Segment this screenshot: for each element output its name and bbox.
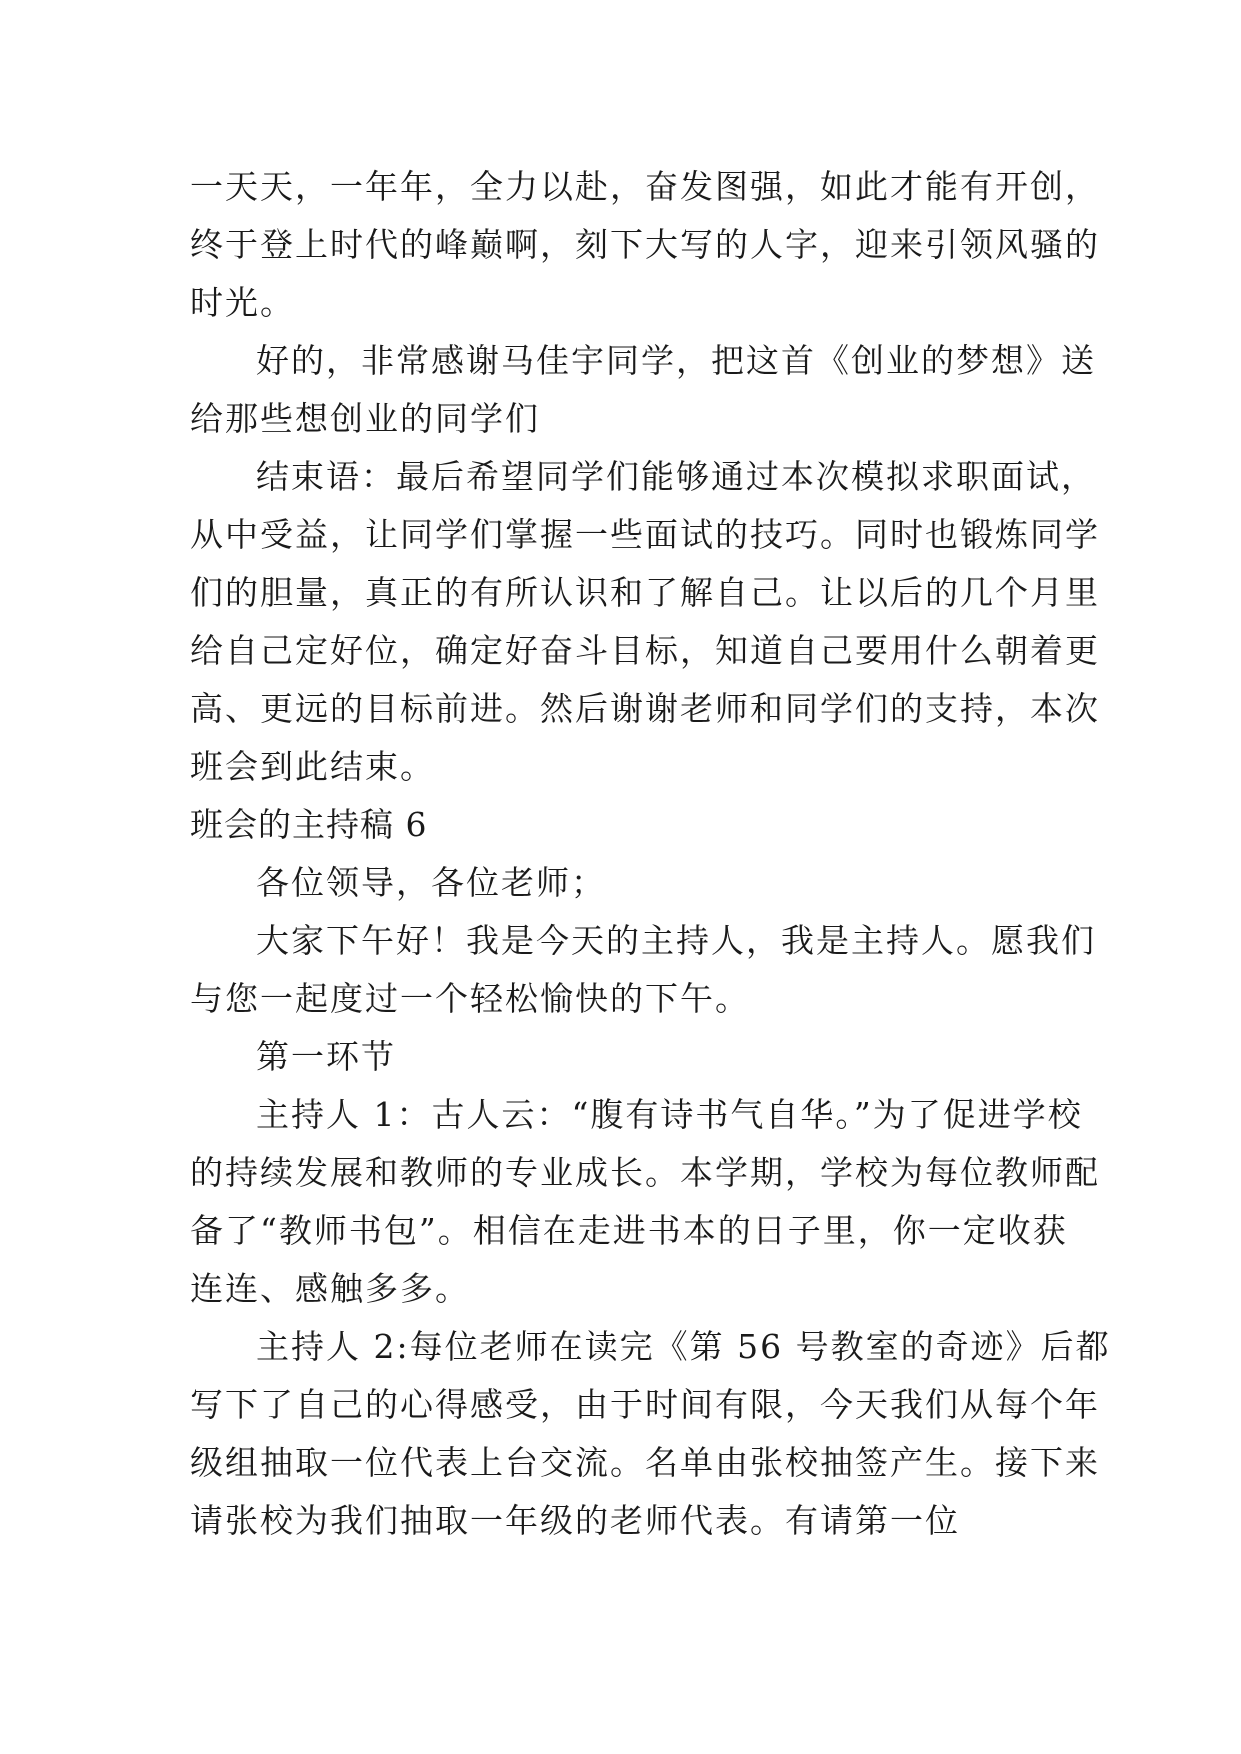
text-line: 班会到此结束。 — [190, 747, 435, 786]
text-line: 与您一起度过一个轻松愉快的下午。 — [190, 979, 750, 1018]
text-line: 给那些想创业的同学们 — [190, 399, 540, 438]
text-line: 级组抽取一位代表上台交流。名单由张校抽签产生。接下来 — [190, 1443, 1100, 1482]
text-line: 一天天，一年年，全力以赴，奋发图强，如此才能有开创， — [190, 167, 1100, 206]
paragraph-start-line: 结束语：最后希望同学们能够通过本次模拟求职面试， — [256, 457, 1096, 496]
section-heading: 班会的主持稿 6 — [190, 805, 428, 844]
text-line: 请张校为我们抽取一年级的老师代表。有请第一位 — [190, 1501, 960, 1540]
text-line: 连连、感触多多。 — [190, 1269, 470, 1308]
text-line: 终于登上时代的峰巅啊，刻下大写的人字，迎来引领风骚的 — [190, 225, 1100, 264]
paragraph-start-line: 好的，非常感谢马佳宇同学，把这首《创业的梦想》送 — [256, 341, 1096, 380]
paragraph-start-line: 主持人 2:每位老师在读完《第 56 号教室的奇迹》后都 — [256, 1327, 1111, 1366]
text-line: 写下了自己的心得感受，由于时间有限，今天我们从每个年 — [190, 1385, 1100, 1424]
text-line: 时光。 — [190, 283, 295, 322]
paragraph-start-line: 各位领导，各位老师； — [256, 863, 606, 902]
text-line: 从中受益，让同学们掌握一些面试的技巧。同时也锻炼同学 — [190, 515, 1100, 554]
paragraph-start-line: 第一环节 — [256, 1037, 396, 1076]
document-page — [190, 158, 1111, 1550]
paragraph-start-line: 大家下午好！我是今天的主持人，我是主持人。愿我们 — [256, 921, 1096, 960]
text-line: 给自己定好位，确定好奋斗目标，知道自己要用什么朝着更 — [190, 631, 1100, 670]
text-line: 高、更远的目标前进。然后谢谢老师和同学们的支持，本次 — [190, 689, 1100, 728]
paragraph-start-line: 主持人 1：古人云：“腹有诗书气自华。”为了促进学校 — [256, 1095, 1083, 1134]
text-line: 们的胆量，真正的有所认识和了解自己。让以后的几个月里 — [190, 573, 1100, 612]
text-line: 备了“教师书包”。相信在走进书本的日子里，你一定收获 — [190, 1211, 1068, 1250]
text-line: 的持续发展和教师的专业成长。本学期，学校为每位教师配 — [190, 1153, 1100, 1192]
